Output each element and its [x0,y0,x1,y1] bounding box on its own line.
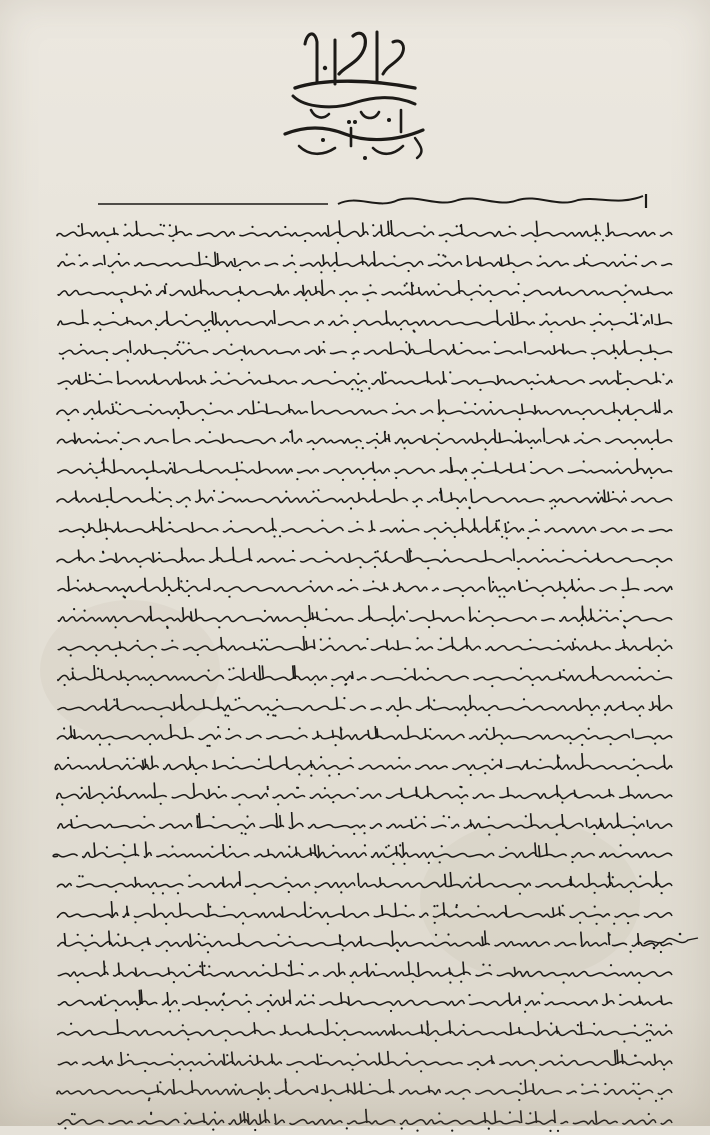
script-line [52,336,678,366]
script-line [52,1017,678,1047]
script-line [52,218,678,248]
script-line [52,366,678,396]
script-line [52,277,678,307]
script-line [52,573,678,603]
script-line [52,987,678,1017]
margin-script-icon [640,930,702,952]
script-line [52,780,678,810]
script-line [52,248,678,278]
script-line [52,396,678,426]
script-line [52,899,678,929]
script-line [52,721,678,751]
title-vignette [265,22,440,162]
margin-note [640,930,702,952]
script-line [52,810,678,840]
script-line [52,603,678,633]
script-line [52,751,678,781]
script-line [52,455,678,485]
script-line [52,1047,678,1077]
script-line [52,632,678,662]
script-line [52,514,678,544]
script-line [52,869,678,899]
script-line [52,425,678,455]
script-line [52,928,678,958]
script-line [52,484,678,514]
script-line [52,1106,678,1135]
basmala-script-icon [98,190,658,212]
calligraphic-title-icon [265,22,440,162]
script-line [52,1076,678,1106]
script-line [52,544,678,574]
script-line [52,958,678,988]
script-line [52,662,678,692]
title-text [265,162,266,163]
manuscript-text-body [52,182,678,1112]
script-lines [52,218,678,1135]
script-line [52,307,678,337]
script-line [52,692,678,722]
script-line [52,839,678,869]
basmala-line [52,182,678,218]
